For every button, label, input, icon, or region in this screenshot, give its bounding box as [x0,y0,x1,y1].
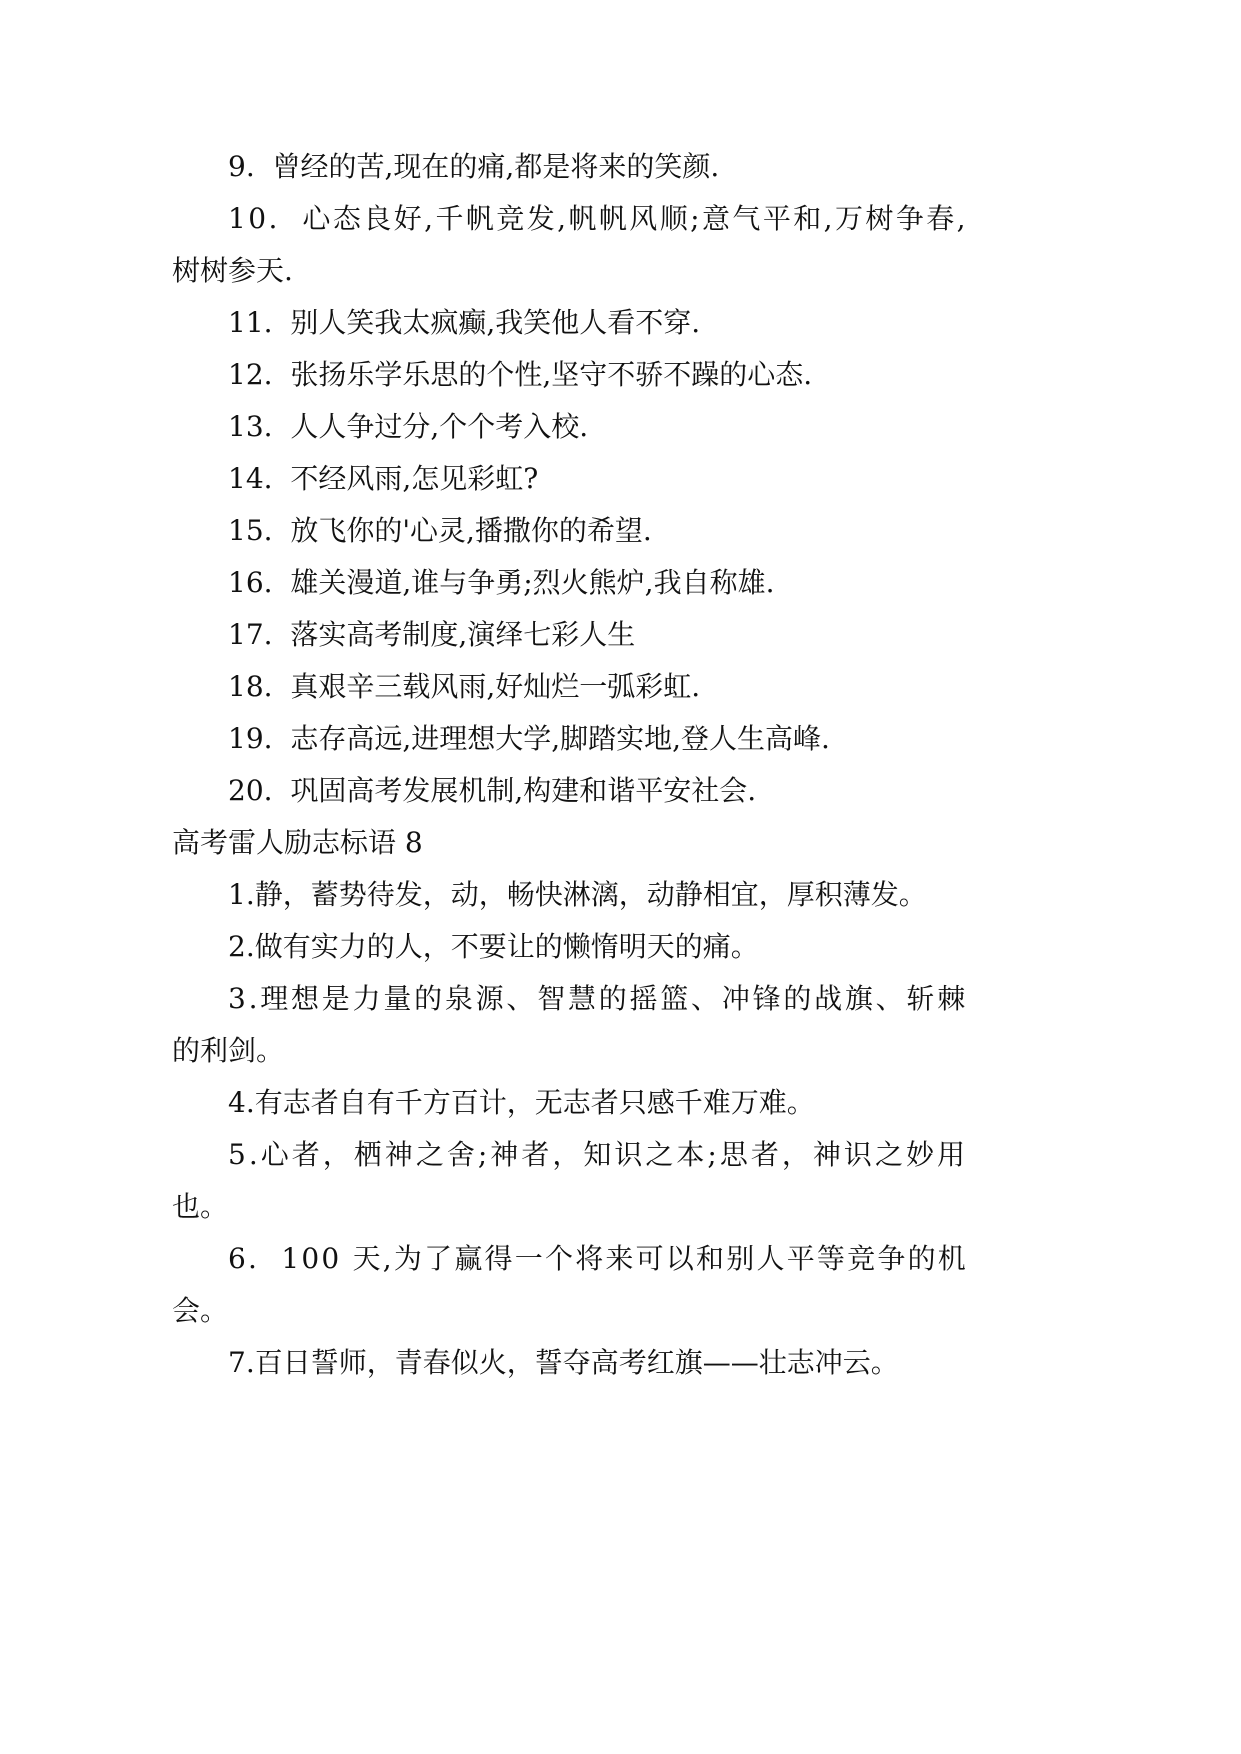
list-item-line: 9. 曾经的苦,现在的痛,都是将来的笑颜. [228,150,720,183]
list-item-line: 5.心者，栖神之舍;神者，知识之本;思者，神识之妙用 [228,1138,969,1171]
list-item-line: 13. 人人争过分,个个考入校. [228,410,589,443]
list-item [172,349,968,401]
list-item-line: 树树参天. [172,254,293,287]
list-item-line: 6. 100 天,为了赢得一个将来可以和别人平等竞争的机 [228,1242,968,1275]
list-item [172,505,968,557]
list-item-line: 会。 [172,1294,229,1327]
list-item-line: 17. 落实高考制度,演绎七彩人生 [228,618,636,651]
section-heading: 高考雷人励志标语 8 [172,826,423,859]
list-item [172,453,968,505]
list-item-line: 18. 真艰辛三载风雨,好灿烂一弧彩虹. [228,670,701,703]
list-item-line: 1.静，蓄势待发，动，畅快淋漓，动静相宜，厚积薄发。 [228,878,927,911]
list-item [172,401,968,453]
list-item [172,1129,968,1233]
list-item [172,661,968,713]
list-item-line: 11. 别人笑我太疯癫,我笑他人看不穿. [228,306,701,339]
list-item [172,869,968,921]
list-item-line: 19. 志存高远,进理想大学,脚踏实地,登人生高峰. [228,722,830,755]
list-item [172,193,968,297]
list-item-line: 也。 [172,1190,229,1223]
list-item [172,141,968,193]
list-item-line: 16. 雄关漫道,谁与争勇;烈火熊炉,我自称雄. [228,566,775,599]
list-item [172,973,968,1077]
list-item [172,1337,968,1389]
list-item [172,765,968,817]
list-item-line: 12. 张扬乐学乐思的个性,坚守不骄不躁的心态. [228,358,813,391]
list-item [172,921,968,973]
list-item-line: 4.有志者自有千方百计，无志者只感千难万难。 [228,1086,815,1119]
list-item-line: 2.做有实力的人，不要让的懒惰明天的痛。 [228,930,759,963]
list-item [172,1077,968,1129]
list-item-line: 7.百日誓师，青春似火，誓夺高考红旗——壮志冲云。 [228,1346,899,1379]
list-item [172,557,968,609]
list-item [172,1233,968,1337]
document-page [172,141,968,1389]
list-item-line: 15. 放飞你的'心灵,播撒你的希望. [228,514,652,547]
list-item [172,297,968,349]
list-item [172,713,968,765]
list-item-line: 14. 不经风雨,怎见彩虹? [228,462,539,495]
list-item-line: 20. 巩固高考发展机制,构建和谐平安社会. [228,774,757,807]
list-item-line: 3.理想是力量的泉源、智慧的摇篮、冲锋的战旗、斩棘 [228,982,968,1015]
list-item-line: 10. 心态良好,千帆竞发,帆帆风顺;意气平和,万树争春, [228,202,968,235]
list-item [172,609,968,661]
list-item-line: 的利剑。 [172,1034,285,1067]
